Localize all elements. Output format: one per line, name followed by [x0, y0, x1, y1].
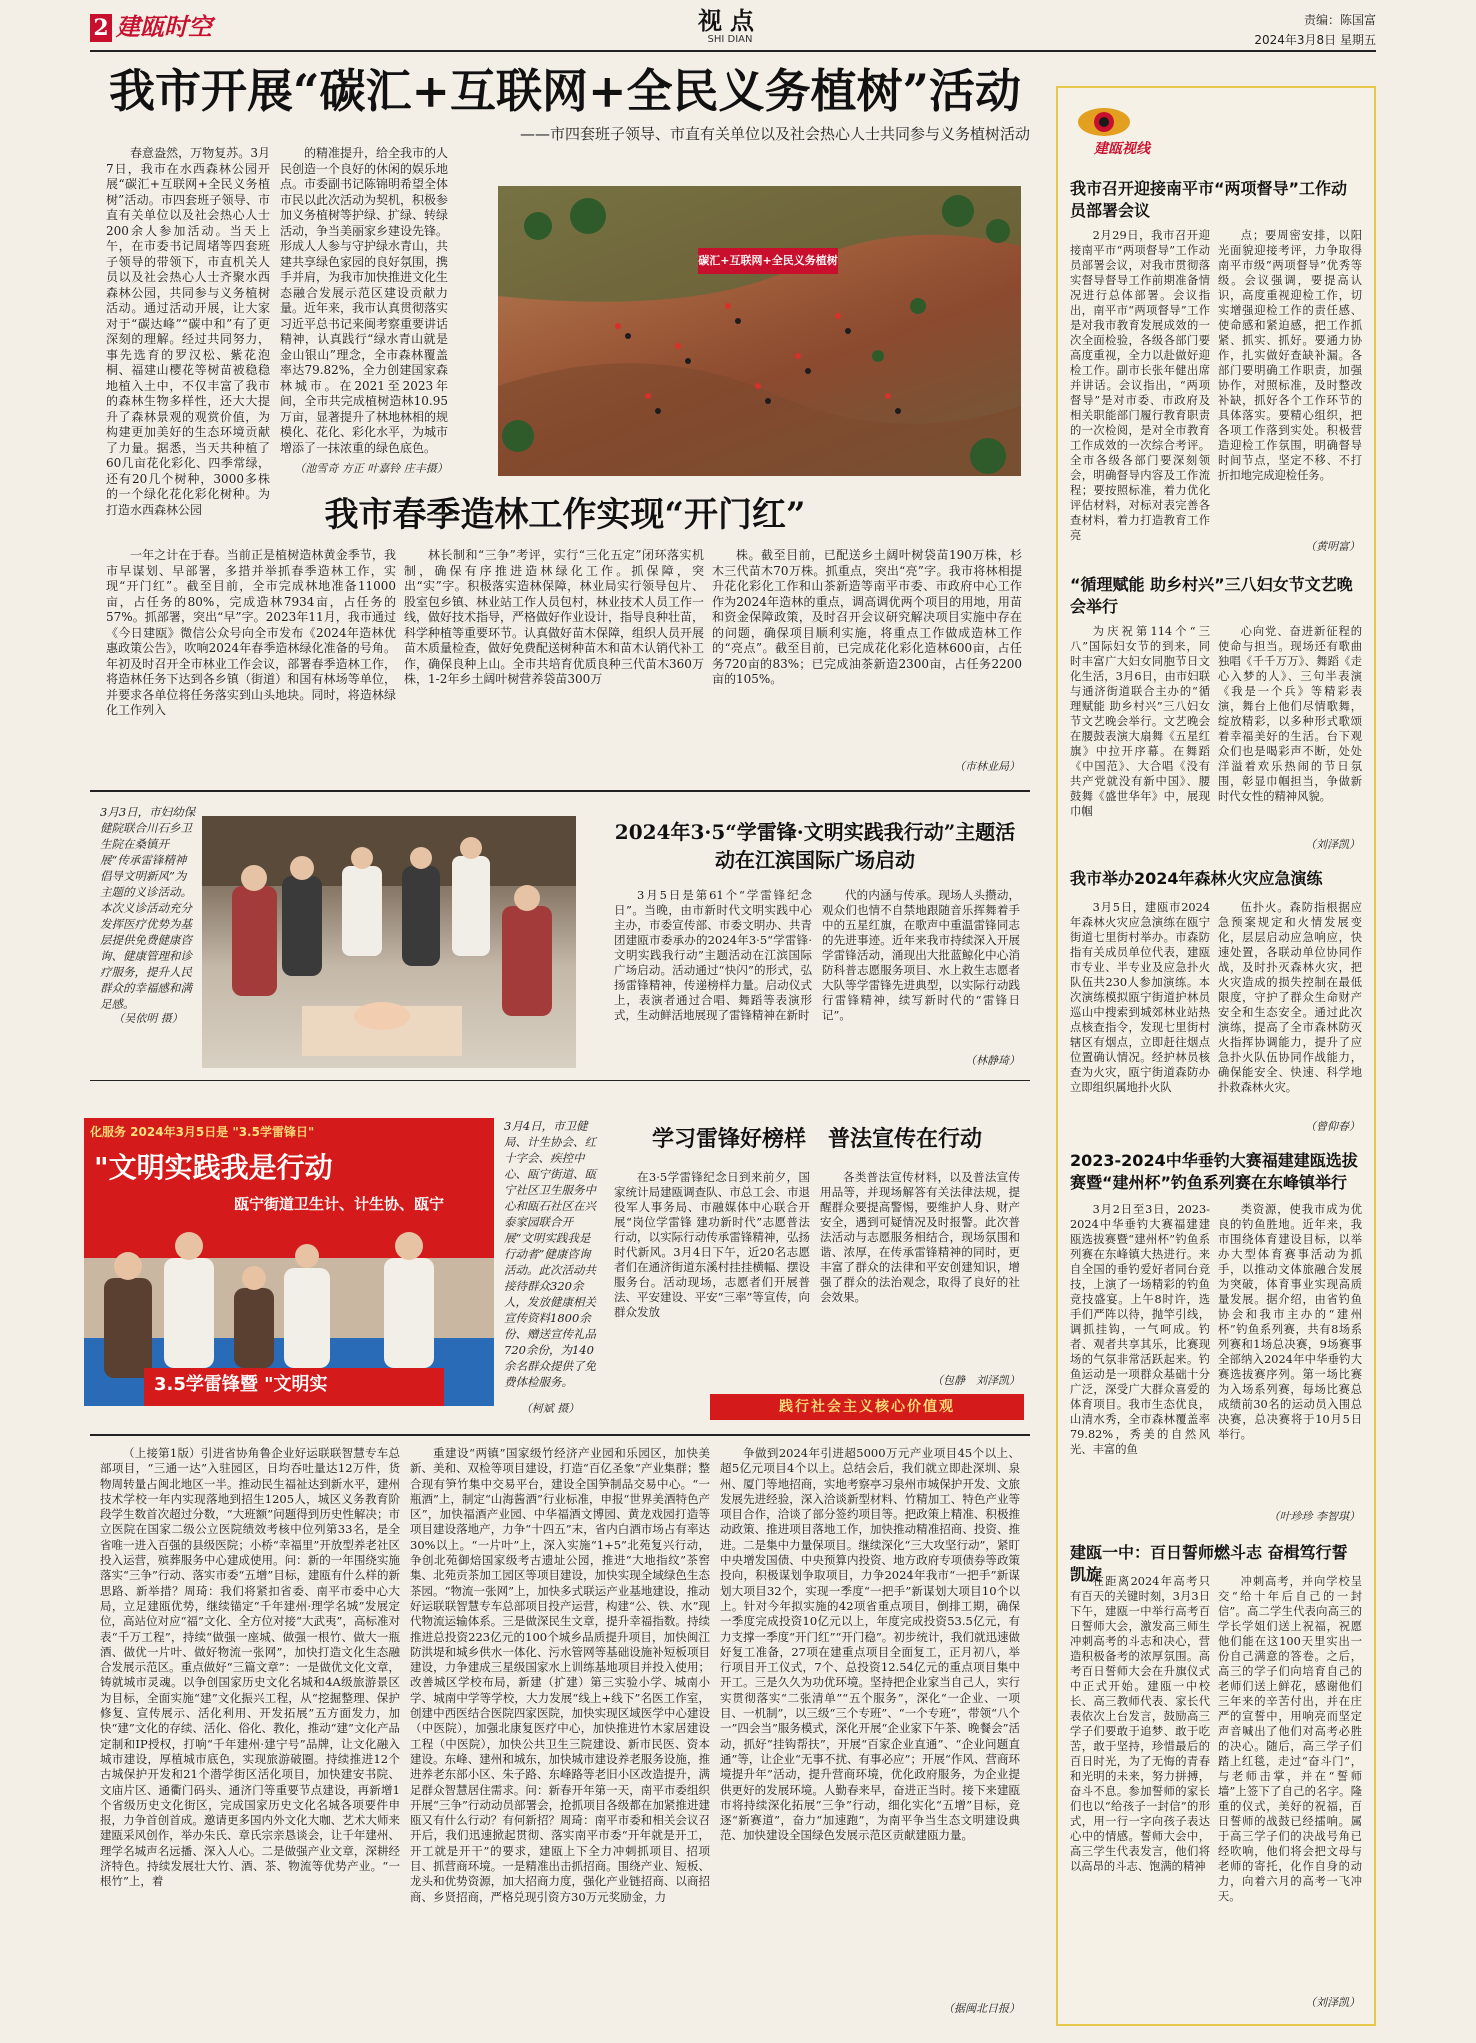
article3-credit: （吴依明 摄）: [113, 1012, 183, 1025]
sidebar-item-5-title: 建瓯一中：百日誓师燃斗志 奋楫笃行誓凯旋: [1070, 1543, 1348, 1584]
sidebar-logo: [1076, 100, 1186, 160]
lead-photo-banner-text: 碳汇+互联网+全民义务植树: [698, 254, 838, 267]
core-values-banner: 践行社会主义核心价值观: [710, 1394, 1024, 1420]
paper-name: 建瓯时空: [116, 12, 212, 41]
lead-photo-credit: （池雪奇 方正 叶嘉铃 庄丰摄）: [294, 462, 448, 475]
continued-credit: （据闽北日报）: [943, 2002, 1020, 2015]
sidebar-item-3-col-2: 伍扑火。森防指根据应急预案规定和火情发展变化，层层启动应急响应，快速处置，各联动单位协同作战，及时扑灭森林火灾，把火灾造成的损失控制在最低限度，守护了群众生命财产安全和生态安全。通过此次演练，提高了全市森林防灭火指挥协调能力，提升了应急扑火队伍协同作战能力，确保能安全、快速、科学地扑救森林火灾。: [1218, 901, 1362, 1094]
medical-clinic-photo: [202, 816, 576, 1068]
sidebar-item-4-credit: （叶珍珍 李智琪）: [1268, 1510, 1360, 1523]
divider-2: [90, 1080, 1030, 1081]
sidebar-logo-text: 建瓯视线: [1094, 141, 1150, 157]
sidebar-item-3-credit: （曾仰春）: [1305, 1120, 1360, 1133]
continued-col-1: （上接第1版）引进省协角鲁企业好运联联智慧专车总部项目，“三通一达”入驻园区，日均吞吐量达12万件，货物周转量占闽北地区一半。推动民生福祉达到新水平，建州技术学校一年内实现落地到招生1205人，城区义务教育阶段学生数首次超过分数，“大班额”问题得到历史性解决；市立医院在国家二级公立医院绩效考核中位列第33名，是全省唯一进入百强的县级医院；小桥“幸福里”开放型养老社区投入运营，殡葬服务中心建成使用。问：新的一年围绕实施落实“三争”行动、落实市委“五增”目标，建瓯有什么样的新思路、新举措？周琦：我们将紧扣省委、南平市委中心大局，立足建瓯优势，继续锚定“千年建州·理学名城”发展定位，高站位对应“福”文化、全方位对接“大武夷”，高标准对表“千万工程”，持续“做强一座城、做强一根竹、做大一瓶酒、做优一片叶、做好物流一张网”，加快打造文化生态融合发展示范区。重点做好“三篇文章”：一是做优文化文章，铸就城市灵魂。以争创国家历史文化名城和4A级旅游景区为目标，全面实施“建”文化振兴工程，从“挖掘整理、保护修复、宣传展示、活化利用、开发拓展”五方面发力，加快“建”文化的存续、活化、俗化、教化，推动“建”文化产品定制和IP授权，打响“千年建州·建宁号”品牌，让文化融入城市建设，厚植城市底色，实现旅游破圈。持续推进12个古城保护开发和21个潜学街区活化项目，加快建安书院、文庙片区、通衢门码头、通济门等重要节点建设，再新增1个省级历史文化街区，完成国家历史文化名城各项要件申报，力争首创首成。邀请更多国内外文化大咖、艺术大师来建瓯采风创作，举办朱氏、章氏宗亲恳谈会，让千年建州、理学名城声名远播、深入人心。二是做强产业文章，深耕经济特色。持续发展壮大竹、酒、茶、物流等优势产业。“一根竹”上，着: [100, 1446, 400, 1889]
article2-col-3: 株。截至目前，已配送乡土阔叶树袋苗190万株，杉木三代苗木70万株。抓重点，突出“亮”字。我市将林相提升花化彩化工作和山茶新造等南平市委、市政府中心工作作为2024年造林的重点，调高调优两个项目的用地，用苗和资金保障政策，及时召开会议研究解决项目实施中存在的问题，确保项目顺利实施，将重点工作做成造林工作的“亮点”。截至目前，已完成花化彩化造林600亩，占任务720亩的83%；已完成油茶新造2300亩，占任务2200亩的105%。: [712, 548, 1022, 686]
article6-col-2: 各类普法宣传材料，以及普法宣传用品等，并现场解答有关法律法规，提醒群众要提高警惕，要维护人身、财产安全，遇到可疑情况及时报警。此次普法活动与志愿服务相结合，现场氛围和谐、浓厚，在传承雷锋精神的同时，更丰富了群众的法律和平安创建知识，增强了群众的法治观念，取得了良好的社会效果。: [820, 1170, 1020, 1304]
sidebar-item-1-credit: （黄明富）: [1305, 540, 1360, 553]
sidebar-item-4-title: 2023-2024中华垂钓大赛福建建瓯选拔赛暨“建州杯”钓鱼系列赛在东峰镇举行: [1070, 1151, 1358, 1192]
editor-credit: 责编：陈国富: [1303, 13, 1376, 27]
sidebar-item-4-col-2: 类资源，使我市成为优良的钓鱼胜地。近年来，我市围绕体育建设目标，以举办大型体育赛事活动为抓手，以推动文体旅融合发展为突破，体育事业实现高质量发展。据介绍，由省钓鱼协会和我市主办的“建州杯”钓鱼系列赛，共有8场系列赛和1场总决赛，9场赛事全部纳入2024年中华垂钓大赛选拔赛序列。第一场比赛为入场系列赛，每场比赛总成绩前30名的运动员入围总决赛，总决赛将于10月5日举行。: [1218, 1203, 1362, 1441]
health-consult-photo: [84, 1118, 494, 1406]
lead-title: 我市开展“碳汇+互联网+全民义务植树”活动: [108, 64, 1021, 118]
continued-col-2: 重建设“两镇”国家级竹经济产业园和乐园区，加快美新、美和、双检等项目建设，打造“百亿圣象”产业集群；整合现有笋竹集中交易平台，建设全国笋制品交易中心。“一瓶酒”上，制定“山海酱酒”行业标准，申报“世界美酒特色产区”，加快福酒产业园、中华福酒文博园、黄龙戏园打造等项目建设落地产，力争“十四五”末，省内白酒市场占有率达30%以上。“一片叶”上，深入实施“1+5”北苑复兴行动，争创北苑御焙国家级考古遗址公园，推进“大地指纹”茶窖集、北苑贡茶加工园区等项目建设，加快实现全域绿色生态茶园。“物流一张网”上，加快多式联运产业基地建设，推动好运联联智慧专车总部项目投产运营，构建“公、铁、水”现代物流运输体系。三是做深民生文章，提升幸福指数。持续推进总投资223亿元的100个城乡品质提升项目，加快闽江防洪堤和城乡供水一体化、污水管网等基础设施补短板项目建设，力争建成三星级国家水上训练基地项目并投入使用；改善城区学校布局，新建（扩建）第三实验小学、城南小学、城南中学等学校，大力发展“线上+线下”名医工作室，创建中西医结合医院四家医院，加快实现区域医学中心建设（中医院），加强北康复医疗中心，加快推进竹木家居建设工程（中医院），加快公共卫生三院建设、新市民医、资本建设。东峰、建州和城东，加快城市建设养老服务设施，推进养老东部小区、朱子路、东峰路等老旧小区改造提升，满足群众智慧居住需求。问：新春开年第一天，南平市委组织开展“三争”行动动员部署会，抢抓项目各级都在加紧推进建瓯又有什么行动？有何新招？周琦：南平市委和相关会议召开后，我们迅速掀起贯彻、落实南平市委“开年就是开工，开工就是开干”的要求，建瓯上下全力冲刺抓项目、招项目、抓营商环境。一是精准出击抓招商。围绕产业、短板、龙头和优势资源，加大招商力度，强化产业链招商、以商招商、乡贤招商，严格兑现引资方30万元奖励金，力: [410, 1446, 710, 1904]
continued-col-3: 争做到2024年引进超5000万元产业项目45个以上、超5亿元项目4个以上。总结会后，我们就立即赴深圳、泉州、厦门等地招商，实地考察亭习泉州市城保护开发、文旅发展先进经验，深入洽谈新型材料、竹精加工、特色产业等项目合作，洽谈了部分签约项目等。把政策上精准、积极推动政策、推进项目落地工作，加快推动精准招商、投资、推进。二是集中力量保项目。继续深化“三大攻坚行动”，紧盯中央增发国债、中央预算内投资、地方政府专项债券等政策投向，积极谋划争取项目，力争2024年我市“一把手”新谋划大项目32个，实现一季度“一把手”新谋划大项目10个以上。针对今年拟实施的42项省重点项目，倒排工期，确保一季度完成投资10亿元以上，年度完成投资53.5亿元，有力支撑一季度“开门红”“开门稳”。初步统计，我们就迅速做好复工准备，27项在建重点项目全面复工，正月初八，举行项目开工仪式，7个、总投资12.54亿元的重点项目集中开工。三是久久为功优环境。坚持把企业家当自己人，实行实贯彻落实“二张清单”“五个服务”，深化“一企业、一项目、一机制”，以三级“三个专班”、“一个专班”，带领“八个一”四会当”服务模式，深化开展“企业家下午茶、晚餐会”活动，抓好“挂钩帮扶”，开展“百家企业直通”、“企业问题直通”等，让企业“无事不扰、有事必应”；开展“作风、营商环境提升年”活动，提升营商环境，优化政府服务，为企业提供更好的发展环境。人勤春来早，奋进正当时。接下来建瓯市将持续深化拓展“三争”行动，细化实化“五增”目标，竞逐“新赛道”，奋力“加速跑”，为南平争当生态文明建设典范、加快建设全国绿色发展示范区贡献建瓯力量。: [720, 1446, 1020, 1843]
sidebar-item-5-credit: （刘泽凯）: [1305, 1996, 1360, 2009]
banner-sub-text: 瓯宁街道卫生计、计生协、瓯宁: [234, 1195, 445, 1213]
banner-top-text: 化服务 2024年3月5日是 "3.5学雷锋日": [90, 1125, 315, 1139]
lead-photo-tree-planting: [498, 186, 1021, 476]
hillside-illustration: [498, 186, 1021, 476]
article4-col-1: 3月5日是第61个“学雷锋纪念日”。当晚，由市新时代文明实践中心主办，市委宣传部、市委文明办、共青团建瓯市委承办的2024年3·5“学雷锋·文明实践我行动”主题活动在江滨国际广场启动。活动通过“快闪”的形式，弘扬雷锋精神，传递榜样力量。启动仪式上，表演者通过合唱、舞蹈等表演形式，生动鲜活地展现了雷锋精神在新时: [614, 888, 812, 1022]
article2-col-1: 一年之计在于春。当前正是植树造林黄金季节，我市早谋划、早部署，多措并举抓春季造林工作，实现“开门红”。截至目前，全市完成林地准备11000亩，占任务的80%，完成造林7934亩，占任务的57%。抓部署，突出“早”字。2023年11月，我市通过《今日建瓯》微信公众号向全市发布《2024年造林优惠政策公告》，吹响2024年春季造林绿化准备的号角。年初及时召开全市林业工作会议，部署春季造林工作，将造林任务下达到各乡镇（街道）和国有林场等单位，并要求各单位将任务落实到山头地块。同时，将造林绿化工作列入: [106, 548, 396, 717]
article6-title: 学习雷锋好榜样 普法宣传在行动: [651, 1126, 982, 1152]
sidebar-item-2-col-2: 心向党、奋进新征程的使命与担当。现场还有歌曲独唱《千千万万》、舞蹈《走心入梦的人》、三句半表演《我是一个兵》等精彩表演，舞台上他们尽情歌舞，绽放精彩，以多种形式歌颂着幸福美好的生活。台下观众们也是喝彩声不断，处处洋溢着欢乐热闹的节日氛围，彰显巾帼担当，争做新时代女性的精神风貌。: [1218, 625, 1362, 803]
lead-col-2: 的精准提升，给全我市的人民创造一个良好的休闲的娱乐地点。市委副书记陈锦明希望全体市民以此次活动为契机，积极参加义务植树等护绿、扩绿、转绿活动，争当美丽家乡建设先锋。形成人人参与守护绿水青山，共建共享绿色家园的良好氛围，携手并肩，为我市加快推进文化生态融合发展示范区建设贡献力量。近年来，我市认真贯彻落实习近平总书记来闽考察重要讲话精神，认真践行“绿水青山就是金山银山”理念，全市森林覆盖率达79.82%，全力创建国家森林城市。在2021至2023年间，全市共完成植树造林10.95万亩，显著提升了林地林相的规模化、花化、彩化水平，为城市增添了一抹浓重的绿色底色。: [280, 146, 449, 455]
lead-col-1: 春意盎然，万物复苏。3月7日，我市在水西森林公园开展“碳汇+互联网+全民义务植树”活动。市四套班子领导、市直有关单位以及社会热心人士200余人参加活动。当天上午，在市委书记周堵等四套班子领导的带领下，市直机关人员以及社会热心人士齐聚水西森林公园，共同参与义务植树活动。通过活动开展，让大家对于“碳达峰”“碳中和”有了更深刻的理解。经过共同努力，事先选育的罗汉松、紫花泡桐、福建山樱花等树苗被稳稳地植入土中，不仅丰富了我市的森林生物多样性，还大大提升了森林景观的观赏价值，为构建更加美好的生态环境贡献了力量。据悉，当天共种植了60几亩花化彩化、四季常绿，还有20几个树种，3000多株的一个绿化花化彩化树种。为打造水西森林公园: [106, 146, 270, 517]
sidebar-item-1-col-1: 2月29日，我市召开迎接南平市“两项督导”工作动员部署会议，对我市贯彻落实督导督导工作前期准备情况进行总体部署。会议指出，南平市“两项督导”工作是对我市教育发展成效的一次全面检验，各级各部门要高度重视，全力以赴做好迎检工作。副市长张年健出席并讲话。会议指出，“两项督导”是对市委、市政府及相关职能部门履行教育职责的一次检阅，是对全市教育工作成效的一次综合考评。全市各级各部门要深刻领会，明确督导内容及工作流程；要按照标准，着力优化评估材料，对标对表完善各查材料，着力打造教育工作亮: [1070, 229, 1210, 542]
sidebar-item-3-col-1: 3月5日，建瓯市2024年森林火灾应急演练在瓯宁街道七里街村举办。市森防指有关成员单位代表，建瓯市专业、半专业及应急扑火队伍共230人参加演练。本次演练模拟瓯宁街道护林员巡山中搜索到城郊林业站热点核查指令，发现七里街村辖区有烟点，立即赶往烟点位置确认情况。经护林员核查为火灾，瓯宁街道森防办立即组织属地扑火队: [1070, 901, 1210, 1094]
article2-col-2: 林长制和“三争”考评，实行“三化五定”闭环落实机制，确保有序推进造林绿化工作。抓保障，突出“实”字。积极落实造林保障，林业局实行领导包片、股室包乡镇、林业站工作人员包村，林业技术人员工作一线，做好技术指导，严格做好作业设计，指导良种壮苗，科学种植等重要环节。认真做好苗木保障，组织人员开展苗木质量检查，做好免费配送树种苗木和苗木认销代补工作，确保良种上山。全市共培育优质良种三代苗木360万株，1-2年乡土阔叶树营养袋苗300万: [404, 548, 705, 686]
header-rule: [90, 50, 1376, 52]
page-header: [90, 6, 1376, 50]
article5-side-text: 3月4日，市卫健局、计生协会、红十字会、疾控中心、瓯宁街道、瓯宁社区卫生服务中心和瓯石社区在兴泰家园联合开展“文明实践我是行动者”健康咨询活动。此次活动共接待群众320余人，发放健康相关宣传资料1800余份、赠送宣传礼品720余份，为140余名群众提供了免费体检服务。: [504, 1119, 596, 1389]
article4-credit: （林静琦）: [965, 1054, 1020, 1067]
sidebar-item-4-col-1: 3月2日至3日，2023-2024中华垂钓大赛福建建瓯选拔赛暨“建州杯”钓鱼系列赛在东峰镇大热进行。来自全国的垂钓爱好者同台竞技，上演了一场精彩的钓鱼竞技盛宴。上午8时许，选手们严阵以待，抛竿引线，调抓挂钩，一气呵成。钓者、观者共享其乐，比赛现场的气氛非常活跃起来。钓鱼运动是一项群众基础十分广泛，深受广大群众喜爱的体育项目。我市生态优良，山清水秀，全市森林覆盖率79.82%，秀美的自然风光、丰富的鱼: [1070, 1203, 1210, 1456]
divider-1: [90, 790, 1030, 792]
sidebar-item-3-title: 我市举办2024年森林火灾应急演练: [1070, 869, 1323, 888]
article6-col-1: 在3·5学雷锋纪念日到来前夕，国家统计局建瓯调查队、市总工会、市退役军人事务局、市融媒体中心联合开展“岗位学雷锋 建功新时代”志愿普法行动，以实际行动传承雷锋精神，弘扬时代新风。3月4日下午，近20名志愿者们在通济街道东溪村挂挂横幅、摆设服务台。活动现场，志愿者们开展普法、平安建设、平安“三率”等宣传，向群众发放: [614, 1170, 810, 1319]
article6-credit: （包静 刘泽凯）: [932, 1374, 1020, 1387]
clinic-scene-illustration: [202, 816, 576, 1068]
section-pinyin: SHI DIAN: [707, 34, 753, 45]
article3-side-text: 3月3日，市妇幼保健院联合川石乡卫生院在桑镇开展“传承雷锋精神 倡导文明新风”为主题的义诊活动。本次义诊活动充分发挥医疗优势为基层提供免费健康咨询、健康管理和诊疗服务，提升人民群众的幸福感和满足感。: [100, 805, 196, 1011]
article2-title: 我市春季造林工作实现“开门红”: [324, 495, 806, 535]
banner-main-text: "文明实践我是行动: [94, 1151, 333, 1184]
article5-credit: （柯斌 摄）: [520, 1402, 580, 1415]
article4-col-2: 代的内涵与传承。现场人头攒动，观众们也情不自禁地跟随音乐挥舞着手中的五星红旗，在歌声中重温雷锋同志的先进事迹。近年来我市持续深入开展学雷锋活动，涌现出大批蓝鲸化中心消防科普志愿服务项目、水上救生志愿者大队等学雷锋先进典型，以实际行动践行雷锋精神，续写新时代的“雷锋日记”。: [822, 888, 1020, 1022]
page-number-badge: 2: [90, 14, 112, 42]
divider-3: [90, 1434, 1030, 1436]
article4-title: 2024年3·5“学雷锋·文明实践我行动”主题活动在江滨国际广场启动: [614, 820, 1016, 872]
banner-bottom-text: 3.5学雷锋暨 "文明实: [154, 1374, 328, 1395]
article2-credit: （市林业局）: [954, 760, 1020, 773]
eye-logo-icon: [1076, 100, 1136, 144]
sidebar-item-2-title: “循理赋能 助乡村兴”三八妇女节文艺晚会举行: [1070, 575, 1353, 616]
sidebar-item-5-col-1: 在距离2024年高考只有百天的关键时刻，3月3日下午，建瓯一中举行高考百日誓师大会，激发高三师生冲刺高考的斗志和决心，营造积极备考的浓厚氛围。高考百日誓师大会在升旗仪式中正式开始。建瓯一中校长、高三教师代表、家长代表依次上台发言，鼓励高三学子们要敢于追梦、敢于吃苦，敢于坚持，珍惜最后的百日时光，为了无悔的青春和光明的未来，努力拼搏，奋斗不息。参加誓师的家长们也以“给孩子一封信”的形式，用一行一字向孩子表达心中的情感。誓师大会中，高三学生代表发言，他们将以高昂的斗志、饱满的精神: [1070, 1575, 1210, 1873]
section-title: 视点: [698, 7, 762, 35]
issue-date: 2024年3月8日 星期五: [1254, 33, 1376, 47]
sidebar-item-2-col-1: 为庆祝第114个“三八”国际妇女节的到来，同时丰富广大妇女同胞节日文化生活，3月6日，由市妇联与通济街道联合主办的“循理赋能 助乡村兴”三八妇女节文艺晚会举行。文艺晚会在腰鼓表演大扇舞《五星红旗》中拉开序幕。在舞蹈《中国范》、大合唱《没有共产党就没有新中国》、腰鼓舞《盛世华年》中，展现巾帼: [1070, 625, 1210, 818]
sidebar-item-5-col-2: 冲刺高考，并向学校呈交“给十年后自己的一封信”。高二学生代表向高三的学长学姐们送上祝福，祝愿他们能在这100天里实出一份自己满意的答卷。之后，高三的学子们向培育自己的老师们送上鲜花，感谢他们三年来的辛苦付出，并在庄严的宣誓中，用响亮而坚定声音喊出了他们对高考必胜的决心。随后，高三学子们踏上红毯，走过“奋斗门”，与老师击掌，并在“誓师墙”上签下了自己的名字。隆重的仪式，美好的祝福，百日誓师的战鼓已经擂响。属于高三学子们的决战号角已经吹响，他们将会把文母与老师的寄托，化作自身的动力，向着六月的高考一飞冲天。: [1218, 1575, 1362, 1903]
lead-subtitle: ——市四套班子领导、市直有关单位以及社会热心人士共同参与义务植树活动: [519, 125, 1030, 143]
sidebar-item-1-title: 我市召开迎接南平市“两项督导”工作动员部署会议: [1070, 179, 1348, 220]
sidebar-item-1-col-2: 点；要周密安排，以阳光面貌迎接考评，力争取得南平市级“两项督导”优秀等级。会议强调，要提高认识，高度重视迎检工作，切实增强迎检工作的责任感、使命感和紧迫感，把工作抓紧、抓实、抓好。要通力协作，扎实做好查缺补漏。各部门要明确工作职责，加强协作，对照标准，及时整改补缺，抓好各个工作环节的具体落实。要精心组织，把各项工作落到实处。积极营造迎检工作氛围，明确督导时间节点，坚定不移、不打折扣地完成迎检任务。: [1218, 229, 1362, 482]
sidebar-item-2-credit: （刘泽凯）: [1305, 838, 1360, 851]
